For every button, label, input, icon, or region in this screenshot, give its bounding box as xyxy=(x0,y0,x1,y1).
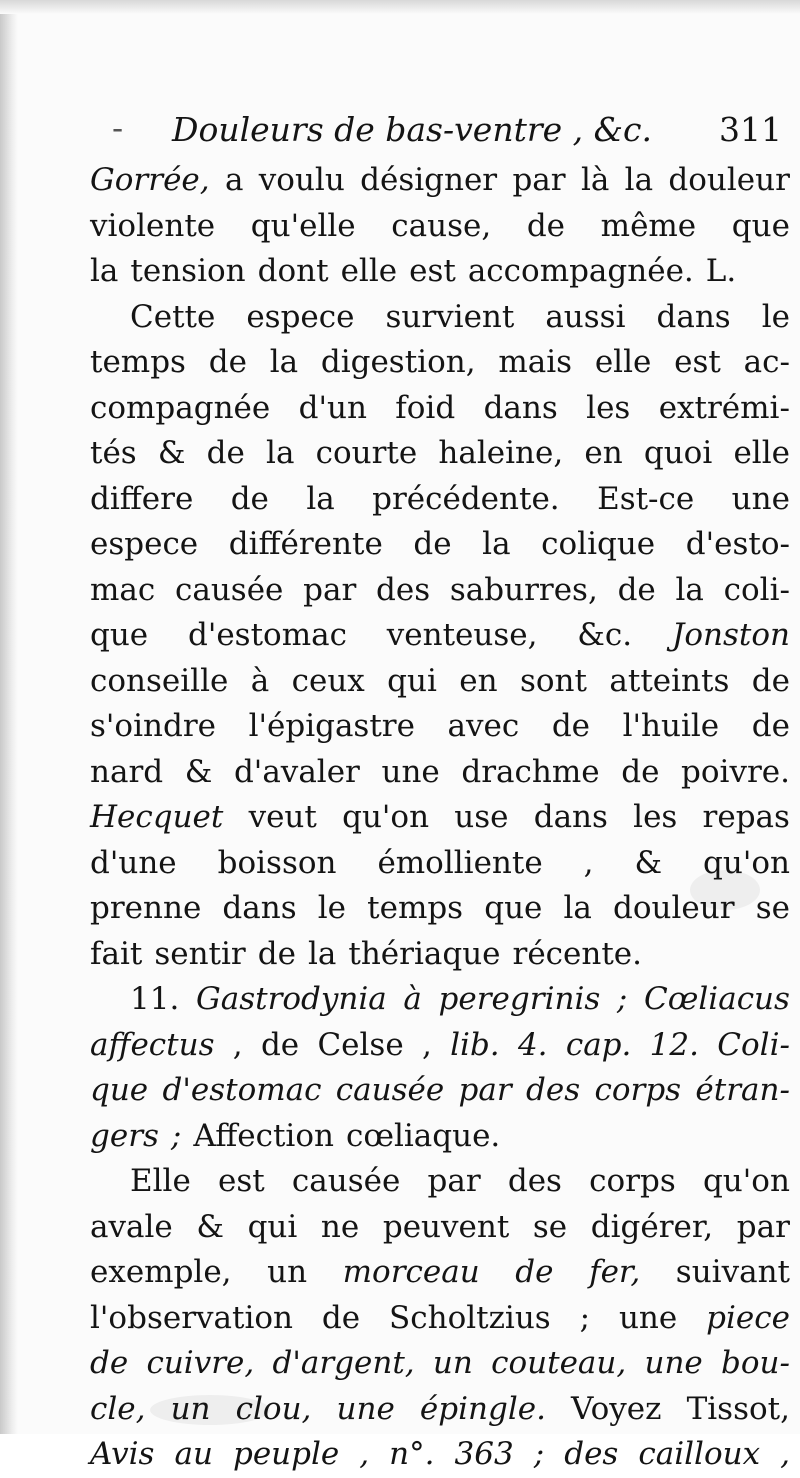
text-line xyxy=(90,841,790,887)
word: précédente. xyxy=(372,480,560,517)
text-line xyxy=(90,1341,790,1387)
word: &c. xyxy=(577,617,633,653)
word: elle xyxy=(733,435,790,471)
word: ac- xyxy=(743,344,790,380)
word: la xyxy=(306,480,335,517)
word: sentir xyxy=(154,935,246,972)
word: l'huile xyxy=(622,708,720,744)
word: la xyxy=(563,890,592,926)
word: de xyxy=(551,708,591,744)
text-line xyxy=(90,1296,790,1342)
word: un xyxy=(170,1390,211,1427)
word: de xyxy=(751,708,790,744)
header-title: Douleurs de bas-ventre , &c. xyxy=(172,110,652,149)
word: que xyxy=(731,207,790,244)
word: espece xyxy=(246,298,355,335)
word: par xyxy=(458,1072,512,1108)
word: récente. xyxy=(512,935,642,972)
word: qui xyxy=(247,1208,298,1245)
word: aussi xyxy=(545,298,626,335)
word: par xyxy=(303,571,357,608)
word: & xyxy=(184,753,213,790)
word: ; xyxy=(170,1117,182,1154)
word: à xyxy=(403,981,422,1017)
word: Avis xyxy=(90,1436,155,1472)
word: d'un xyxy=(298,389,367,426)
word: digérer, xyxy=(590,1208,714,1245)
word: les xyxy=(586,389,631,426)
word: cailloux xyxy=(638,1436,761,1472)
word: Cette xyxy=(130,298,216,335)
word: la xyxy=(266,435,295,471)
word: , xyxy=(232,1026,243,1063)
word: de xyxy=(260,1026,300,1063)
word: de xyxy=(208,344,247,380)
word: survient xyxy=(385,298,515,335)
word: affectus xyxy=(90,1026,215,1063)
text-line xyxy=(90,1432,790,1478)
word: dans xyxy=(533,799,608,835)
word: des xyxy=(507,1163,562,1199)
word: colique xyxy=(541,526,656,562)
word: d'estomac xyxy=(187,617,347,653)
word: là xyxy=(580,162,610,198)
text-line xyxy=(90,204,790,250)
word: prenne xyxy=(90,890,202,926)
word: Scholtzius xyxy=(389,1299,551,1336)
word: qu'on xyxy=(342,799,430,835)
word: la xyxy=(482,526,511,562)
word: douleur xyxy=(613,890,735,926)
text-line xyxy=(90,704,790,750)
word: suivant xyxy=(675,1254,790,1290)
running-header xyxy=(112,100,792,160)
word: de xyxy=(526,207,566,244)
word: émolliente xyxy=(377,844,543,881)
text-line xyxy=(90,386,790,432)
text-line xyxy=(90,1159,790,1205)
word: différente xyxy=(228,526,383,562)
word: piece xyxy=(706,1299,790,1336)
word: étran- xyxy=(695,1072,790,1108)
word: tés xyxy=(90,435,137,471)
word: gers xyxy=(90,1117,159,1154)
word: cuivre, xyxy=(146,1345,255,1381)
word: violente xyxy=(90,207,216,244)
word: venteuse, xyxy=(386,617,538,653)
word: ne xyxy=(320,1208,360,1245)
word: courte xyxy=(315,435,418,471)
word: une xyxy=(644,1345,703,1381)
word: de xyxy=(621,753,660,790)
text-line xyxy=(90,1250,790,1296)
word: Est-ce xyxy=(597,480,695,517)
text-line xyxy=(90,1068,790,1114)
word: le xyxy=(317,890,347,926)
word: l'observation xyxy=(90,1299,294,1336)
word: digestion, xyxy=(320,344,476,380)
word: avec xyxy=(447,708,520,744)
word: exemple, xyxy=(90,1254,232,1290)
word: atteints xyxy=(609,662,730,699)
word: fait xyxy=(90,935,143,972)
word: l'épigastre xyxy=(248,708,415,744)
word: une xyxy=(731,480,790,517)
word: a xyxy=(224,162,244,198)
word: Gastrodynia xyxy=(195,981,387,1017)
word: peuvent xyxy=(382,1208,510,1245)
word: la xyxy=(90,253,119,289)
word: tension xyxy=(130,253,246,289)
text-line xyxy=(90,431,790,477)
word: au xyxy=(174,1436,213,1472)
text-line xyxy=(90,659,790,705)
word: la xyxy=(307,935,337,972)
word: d'avaler xyxy=(233,753,360,790)
text-line xyxy=(90,1023,790,1069)
word: corps xyxy=(589,1163,676,1199)
word: est xyxy=(674,344,721,380)
word: elle xyxy=(340,253,398,289)
word: une xyxy=(381,753,440,790)
word: mais xyxy=(498,344,573,380)
word: cle, xyxy=(90,1390,146,1427)
word: 4. xyxy=(517,1026,548,1063)
text-line xyxy=(90,795,790,841)
word: la xyxy=(624,162,654,198)
word: à xyxy=(250,662,270,699)
word: , xyxy=(780,1436,790,1472)
text-line xyxy=(90,340,790,386)
word: Affection xyxy=(193,1117,334,1154)
word: qui xyxy=(387,662,437,699)
word: qu'on xyxy=(703,844,790,881)
word: le xyxy=(761,298,790,335)
word: d'estomac xyxy=(162,1072,322,1108)
word: Celse xyxy=(317,1026,404,1063)
word: haleine, xyxy=(438,435,564,471)
word: que xyxy=(484,890,543,926)
word: temps xyxy=(90,344,186,380)
word: , xyxy=(421,1026,432,1063)
word: poivre. xyxy=(681,753,790,790)
word: des xyxy=(376,571,431,608)
word: par xyxy=(427,1163,481,1199)
word: Hecquet xyxy=(90,799,224,835)
word: Cœliacus xyxy=(644,981,790,1017)
word: en xyxy=(459,662,498,699)
word: dans xyxy=(656,298,731,335)
word: par xyxy=(736,1208,790,1245)
word: n°. xyxy=(389,1436,435,1472)
text-line xyxy=(90,613,790,659)
word: des xyxy=(564,1436,619,1472)
text-line xyxy=(90,1387,790,1433)
word: morceau xyxy=(342,1254,480,1290)
text-line xyxy=(90,158,790,204)
word: fer, xyxy=(589,1254,641,1290)
text-line xyxy=(90,477,790,523)
word: peuple xyxy=(232,1436,340,1472)
word: douleur xyxy=(668,162,790,198)
word: de xyxy=(751,662,790,699)
word: temps xyxy=(367,890,464,926)
word: de xyxy=(206,435,245,471)
word: épingle. xyxy=(419,1390,546,1427)
word: s'oindre xyxy=(90,708,216,744)
word: de xyxy=(257,935,296,972)
word: quoi xyxy=(643,435,713,471)
word: dans xyxy=(222,890,297,926)
word: d'argent, xyxy=(272,1345,415,1381)
text-line xyxy=(90,568,790,614)
word: dans xyxy=(483,389,558,426)
word: une xyxy=(336,1390,395,1427)
word: accompagnée. xyxy=(467,253,694,289)
word: extrémi- xyxy=(658,389,790,426)
word: cause, xyxy=(391,207,492,244)
word: & xyxy=(196,1208,224,1245)
word: conseille xyxy=(90,662,229,699)
word: qu'on xyxy=(702,1163,790,1199)
word: 12. xyxy=(649,1026,699,1063)
word: Gorrée, xyxy=(90,162,210,198)
word: ; xyxy=(533,1436,545,1472)
word: espece xyxy=(90,526,199,562)
word: de xyxy=(617,571,656,608)
word: clou, xyxy=(235,1390,312,1427)
word: mac xyxy=(90,571,156,608)
word: de xyxy=(321,1299,361,1336)
word: Elle xyxy=(130,1163,191,1199)
word: voulu xyxy=(258,162,345,198)
word: de xyxy=(230,480,269,517)
word: la xyxy=(675,571,704,608)
word: corps xyxy=(594,1072,682,1108)
word: coli- xyxy=(723,571,790,608)
word: que xyxy=(90,1072,149,1108)
page-number: 311 xyxy=(719,110,782,149)
word: un xyxy=(432,1345,473,1381)
word: Tissot, xyxy=(686,1390,790,1427)
word: est xyxy=(409,253,456,289)
word: lib. xyxy=(450,1026,500,1063)
word: ; xyxy=(579,1299,591,1336)
word: Jonston xyxy=(671,617,790,653)
text-line xyxy=(90,886,790,932)
word: qu'elle xyxy=(250,207,356,244)
word: même xyxy=(600,207,697,244)
word: est xyxy=(218,1163,265,1199)
word: differe xyxy=(90,480,194,517)
word: désigner xyxy=(360,162,498,198)
word: L. xyxy=(705,253,737,289)
page-edge-shadow xyxy=(0,0,18,1434)
word: repas xyxy=(702,799,790,835)
word: compagnée xyxy=(90,389,271,426)
word: un xyxy=(267,1254,308,1290)
word: les xyxy=(633,799,678,835)
word: use xyxy=(454,799,509,835)
word: Coli- xyxy=(717,1026,790,1063)
word: veut xyxy=(248,799,317,835)
word: que xyxy=(90,617,149,653)
word: se xyxy=(755,890,790,926)
word: Voyez xyxy=(571,1390,662,1427)
word: & xyxy=(157,435,186,471)
word: drachme xyxy=(461,753,600,790)
word: ceux xyxy=(291,662,365,699)
word: causée xyxy=(291,1163,401,1199)
word: 363 xyxy=(454,1436,514,1472)
text-line xyxy=(90,1114,790,1160)
word: cap. xyxy=(565,1026,632,1063)
word: boisson xyxy=(217,844,337,881)
word: , xyxy=(583,844,594,881)
word: nard xyxy=(90,753,164,790)
word: avale xyxy=(90,1208,173,1245)
word: causée xyxy=(174,571,284,608)
text-line xyxy=(90,932,790,978)
text-line xyxy=(90,750,790,796)
word: de xyxy=(413,526,452,562)
text-line xyxy=(90,1205,790,1251)
word: & xyxy=(634,844,663,881)
word: dont xyxy=(257,253,329,289)
word: , xyxy=(359,1436,370,1472)
word: foid xyxy=(395,389,456,426)
page-top-shadow xyxy=(0,0,800,14)
word: saburres, xyxy=(449,571,598,608)
page-body-text xyxy=(90,158,790,1478)
word: 11. xyxy=(130,981,180,1017)
text-line xyxy=(90,249,790,295)
word: ; xyxy=(616,981,628,1017)
word: une xyxy=(618,1299,678,1336)
text-line xyxy=(90,977,790,1023)
word: elle xyxy=(594,344,652,380)
word: sont xyxy=(519,662,587,699)
word: par xyxy=(512,162,566,198)
word: des xyxy=(526,1072,581,1108)
word: d'esto- xyxy=(685,526,790,562)
header-dash: - xyxy=(112,108,124,147)
text-line xyxy=(90,522,790,568)
word: de xyxy=(90,1345,129,1381)
word: d'une xyxy=(90,844,177,881)
word: se xyxy=(532,1208,568,1245)
word: peregrinis xyxy=(438,981,601,1017)
word: cœliaque. xyxy=(345,1117,501,1154)
word: en xyxy=(584,435,623,471)
word: la xyxy=(269,344,299,380)
word: de xyxy=(515,1254,554,1290)
word: bou- xyxy=(721,1345,790,1381)
text-line xyxy=(90,295,790,341)
word: couteau, xyxy=(491,1345,627,1381)
word: thériaque xyxy=(348,935,501,972)
word: causée xyxy=(335,1072,445,1108)
